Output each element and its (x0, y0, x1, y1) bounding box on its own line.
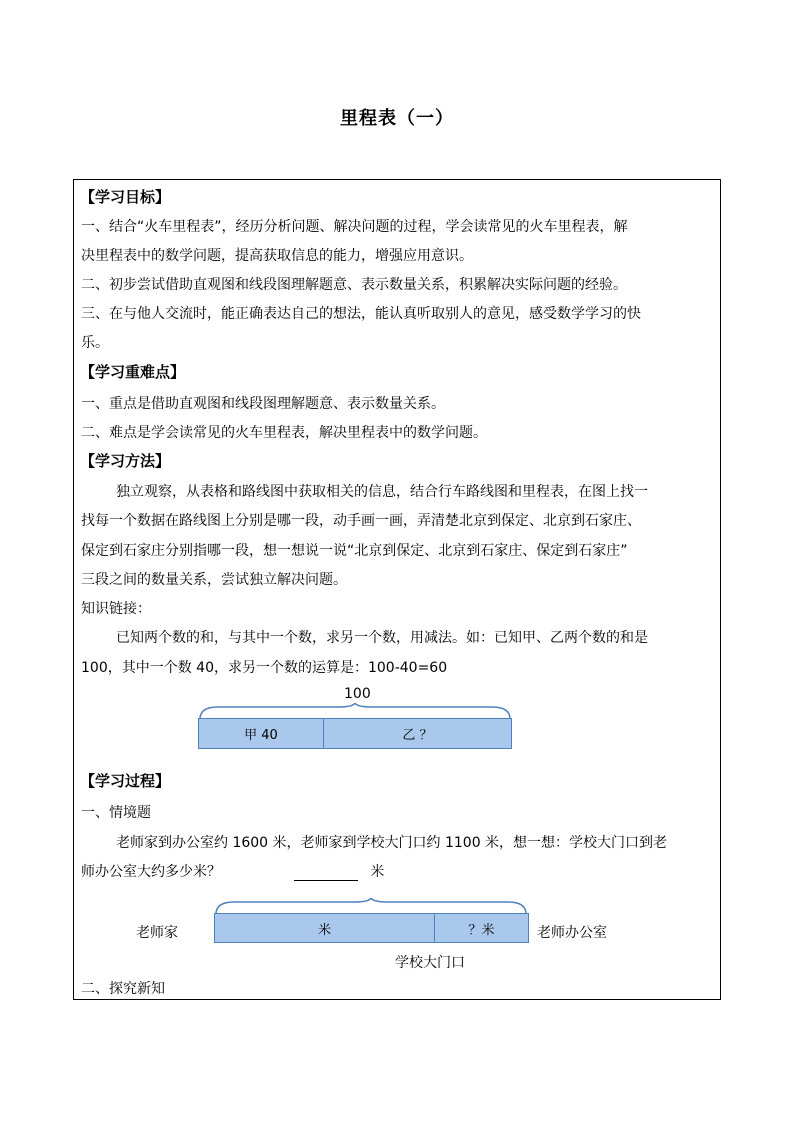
process-section-1: 一、情境题 (81, 805, 151, 821)
bar-segment-gate-to-office: ？米 (434, 913, 529, 943)
teacher-home-label: 老师家 (136, 925, 178, 941)
sum-diagram (198, 686, 512, 750)
method-line-1: 独立观察，从表格和路线图中获取相关的信息，结合行车路线图和里程表，在图上找一 (116, 484, 648, 500)
method-heading: 【学习方法】 (80, 452, 171, 470)
knowledge-link-line-1: 已知两个数的和，与其中一个数，求另一个数，用减法。如：已知甲、乙两个数的和是 (116, 630, 648, 646)
answer-unit: 米 (370, 864, 385, 880)
teacher-office-label: 老师办公室 (537, 925, 607, 941)
sum-total-label: 100 (344, 686, 371, 702)
objectives-heading: 【学习目标】 (80, 188, 171, 206)
bar-part-b: 乙 ？ (323, 718, 512, 749)
question-text: 师办公室大约多少米？ (81, 864, 221, 880)
key-points-heading: 【学习重难点】 (80, 363, 186, 381)
answer-blank[interactable] (294, 866, 358, 881)
bar-part-a: 甲 40 (198, 718, 324, 749)
knowledge-link-label: 知识链接： (81, 601, 151, 617)
method-line-2: 找每一个数据在路线图上分别是哪一段，动手画一画，弄清楚北京到保定、北京到石家庄、 (81, 513, 641, 529)
objectives-line-1: 一、结合“火车里程表”，经历分析问题、解决问题的过程，学会读常见的火车里程表，解 (81, 219, 628, 235)
key-points-line-2: 二、难点是学会读常见的火车里程表，解决里程表中的数学问题。 (81, 425, 487, 441)
knowledge-link-line-2: 100，其中一个数 40，求另一个数的运算是：100-40=60 (81, 660, 448, 676)
objectives-line-3: 二、初步尝试借助直观图和线段图理解题意、表示数量关系，积累解决实际问题的经验。 (81, 277, 627, 293)
school-gate-label: 学校大门口 (395, 955, 465, 971)
process-section-2: 二、探究新知 (81, 981, 165, 997)
bar-segment-home-to-gate: 米 (214, 913, 435, 943)
key-points-line-1: 一、重点是借助直观图和线段图理解题意、表示数量关系。 (81, 396, 445, 412)
method-line-4: 三段之间的数量关系，尝试独立解决问题。 (81, 572, 347, 588)
question-line-1: 老师家到办公室约 1600 米，老师家到学校大门口约 1100 米，想一想：学校大门口到老 (116, 835, 668, 851)
worksheet-box (73, 179, 721, 1000)
page-title: 里程表（一） (340, 108, 454, 129)
method-line-3: 保定到石家庄分别指哪一段，想一想说一说“北京到保定、北京到石家庄、保定到石家庄” (81, 543, 628, 559)
process-heading: 【学习过程】 (80, 772, 171, 790)
objectives-line-5: 乐。 (81, 335, 109, 351)
objectives-line-2: 决里程表中的数学问题，提高获取信息的能力，增强应用意识。 (81, 248, 473, 264)
objectives-line-4: 三、在与他人交流时，能正确表达自己的想法，能认真听取别人的意见，感受数学学习的快 (81, 306, 641, 322)
question-line-2 (81, 863, 384, 881)
